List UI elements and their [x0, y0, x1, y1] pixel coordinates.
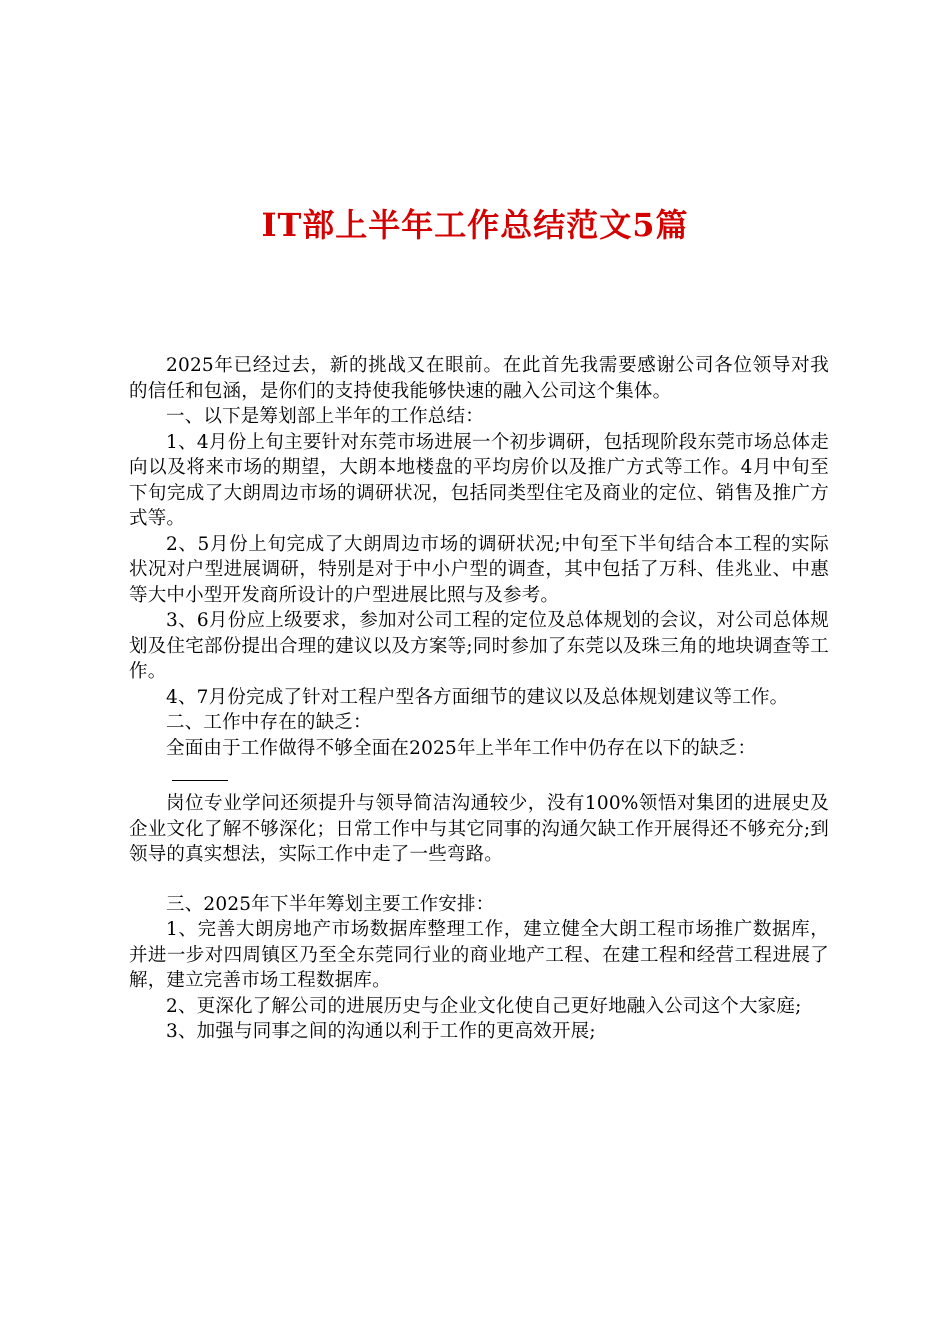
- body-paragraph: 3、6月份应上级要求，参加对公司工程的定位及总体规划的会议，对公司总体规划及住宅部份提出合理的建议以及方案等;同时参加了东莞以及珠三角的地块调查等工作。: [129, 610, 829, 682]
- body-paragraph: 岗位专业学问还须提升与领导简洁沟通较少，没有100%领悟对集团的进展史及企业文化了解不够深化；日常工作中与其它同事的沟通欠缺工作开展得还不够充分;到领导的真实想法，实际工作中走了一些弯路。: [129, 793, 829, 865]
- body-paragraph: 1、完善大朗房地产市场数据库整理工作，建立健全大朗工程市场推广数据库，并进一步对四周镇区乃至全东莞同行业的商业地产工程、在建工程和经营工程进展了解，建立完善市场工程数据库。: [129, 919, 829, 991]
- body-paragraph: 1、4月份上旬主要针对东莞市场进展一个初步调研，包括现阶段东莞市场总体走向以及将来市场的期望，大朗本地楼盘的平均房价以及推广方式等工作。4月中旬至下旬完成了大朗周边市场的调研状况，包括同类型住宅及商业的定位、销售及推广方式等。: [129, 431, 829, 529]
- paragraph-gap: [129, 868, 829, 892]
- document-body: [129, 353, 829, 1045]
- body-paragraph: 二、工作中存在的缺乏：: [166, 712, 372, 733]
- document-title: IT部上半年工作总结范文5篇: [261, 206, 689, 244]
- body-paragraph: 2025年已经过去，新的挑战又在眼前。在此首先我需要感谢公司各位领导对我的信任和包涵，是你们的支持使我能够快速的融入公司这个集体。: [129, 355, 829, 402]
- paragraph-group-plan: [129, 892, 829, 1045]
- underline-blank: [172, 780, 228, 781]
- body-paragraph: 全面由于工作做得不够全面在2025年上半年工作中仍存在以下的缺乏：: [166, 737, 757, 759]
- body-paragraph: 3、加强与同事之间的沟通以利于工作的更高效开展;: [166, 1021, 596, 1042]
- paragraph-group-shortcomings: [129, 791, 829, 868]
- body-paragraph: 一、以下是筹划部上半年的工作总结：: [166, 406, 484, 427]
- paragraph-group-work-summary: [129, 353, 829, 761]
- body-paragraph: 4、7月份完成了针对工程户型各方面细节的建议以及总体规划建议等工作。: [166, 686, 789, 708]
- body-paragraph: 2、更深化了解公司的进展历史与企业文化使自己更好地融入公司这个大家庭;: [166, 995, 802, 1017]
- body-paragraph: 三、2025年下半年筹划主要工作安排：: [166, 893, 495, 915]
- blank-line-block: [129, 761, 829, 791]
- body-paragraph: 2、5月份上旬完成了大朗周边市场的调研状况;中旬至下半旬结合本工程的实际状况对户型进展调研，特别是对于中小户型的调查，其中包括了万科、佳兆业、中惠等大中小型开发商所设计的户型进展比照与及参考。: [129, 533, 829, 606]
